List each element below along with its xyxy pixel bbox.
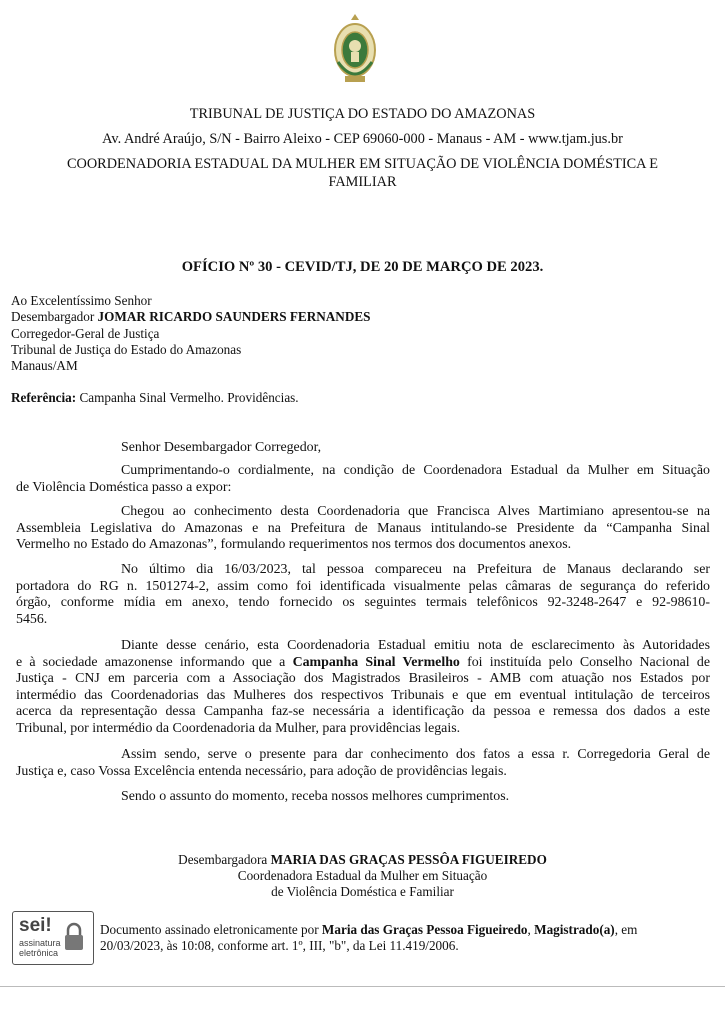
- paragraph-4-line: Tribunal, por intermédio da Coordenadoria da Mulher, para providências legais.: [16, 720, 461, 736]
- addressee-role: Corregedor-Geral de Justiça: [11, 325, 160, 341]
- signature-name: MARIA DAS GRAÇAS PESSÔA FIGUEIREDO: [270, 852, 547, 867]
- sei-logo-subtitle1: assinatura: [19, 938, 61, 948]
- signer-role: Magistrado(a): [534, 922, 615, 937]
- greeting: Senhor Desembargador Corregedor,: [121, 440, 322, 455]
- paragraph-5-line: Assim sendo, serve o presente para dar conhecimento dos fatos a essa r. Corregedoria Geral de: [121, 747, 710, 762]
- court-coat-of-arms-icon: [332, 12, 378, 88]
- paragraph-3-line: No último dia 16/03/2023, tal pessoa compareceu na Prefeitura de Manaus declarando ser: [121, 562, 710, 577]
- paragraph-3-line: órgão, conforme mídia em anexo, tendo fornecido os seguintes termais telefônicos 92-3248-2647 e 92-98610-: [16, 595, 710, 610]
- signature-name-line: [0, 852, 725, 868]
- department-name-line2: FAMILIAR: [328, 174, 397, 190]
- reference-label: Referência:: [11, 390, 77, 405]
- signature-note-text: Documento assinado eletronicamente por: [100, 922, 322, 937]
- paragraph-3-line: portadora do RG n. 1501274-2, assim como foi identificada visualmente pelas câmaras de segurança do referido: [16, 578, 710, 594]
- lock-icon: [63, 922, 85, 952]
- addressee-title: Desembargador: [11, 309, 98, 325]
- institution-address: Av. André Araújo, S/N - Bairro Aleixo - CEP 69060-000 - Manaus - AM - www.tjam.jus.br: [102, 131, 623, 147]
- paragraph-4-text: e à sociedade amazonense informando que a: [16, 654, 293, 670]
- signature-note-line2: 20/03/2023, às 10:08, conforme art. 1º, III, "b", da Lei 11.419/2006.: [100, 938, 459, 954]
- sei-logo-text: sei!: [19, 915, 52, 936]
- addressee-name: JOMAR RICARDO SAUNDERS FERNANDES: [97, 309, 371, 325]
- paragraph-1: [16, 463, 710, 496]
- paragraph-4-line: Justiça - CNJ em parceria com a Associação dos Magistrados Brasileiros - AMB com atuação nos Estados por: [16, 671, 710, 686]
- paragraph-5: [16, 747, 710, 780]
- paragraph-4-line: [16, 655, 710, 672]
- addressee-name-line: [11, 309, 370, 325]
- addressee-block: [11, 293, 370, 374]
- sei-logo-subtitle2: eletrônica: [19, 948, 59, 958]
- document-title: OFÍCIO Nº 30 - CEVID/TJ, DE 20 DE MARÇO DE 2023.: [181, 259, 544, 275]
- paragraph-4-line: acerca da representação dessa Campanha faz-se necessária a identificação da pessoa e remessa dos dados a este: [16, 704, 710, 719]
- addressee-salutation: Ao Excelentíssimo Senhor: [11, 293, 152, 308]
- paragraph-2-line: Assembleia Legislativa do Amazonas e na Prefeitura de Manaus intitulando-se Presidente da “Campanha Sinal: [16, 520, 710, 536]
- paragraph-5-line: Justiça e, caso Vossa Excelência entenda necessário, para adoção de providências legais.: [16, 763, 507, 779]
- signature-note-text: ,: [527, 922, 535, 937]
- reference-line: [11, 390, 299, 406]
- department-name-line1: COORDENADORIA ESTADUAL DA MULHER EM SITUAÇÃO DE VIOLÊNCIA DOMÉSTICA E: [67, 156, 658, 172]
- paragraph-4-line: Diante desse cenário, esta Coordenadoria Estadual emitiu nota de esclarecimento às Autoridades: [121, 638, 710, 653]
- signature-block: [0, 852, 725, 900]
- electronic-signature-note: [100, 922, 714, 955]
- signature-title: Desembargadora: [178, 852, 271, 867]
- paragraph-3: [16, 562, 710, 628]
- signature-role-line1: Coordenadora Estadual da Mulher em Situação: [237, 868, 488, 883]
- signature-note-line1: [100, 922, 714, 938]
- reference-text: Campanha Sinal Vermelho. Providências.: [76, 390, 299, 405]
- addressee-city: Manaus/AM: [11, 358, 78, 374]
- paragraph-2-line: Chegou ao conhecimento desta Coordenadoria que Francisca Alves Martimiano apresentou-se na: [121, 504, 710, 519]
- footer-divider: [0, 986, 725, 987]
- sei-electronic-signature-logo: [12, 911, 94, 965]
- signer-name: Maria das Graças Pessoa Figueiredo: [321, 922, 528, 937]
- paragraph-4-line: intermédio das Coordenadorias das Mulheres dos respectivos Tribunais e que em eventual intitulação de terceiros: [16, 687, 710, 703]
- paragraph-2-line: Vermelho no Estado do Amazonas”, formulando requerimentos nos termos dos documentos anexos.: [16, 537, 572, 552]
- signature-note-text: , em: [614, 922, 638, 937]
- paragraph-4-text: foi instituída pelo Conselho Nacional de: [459, 654, 711, 670]
- signature-role-line2: de Violência Doméstica e Familiar: [271, 884, 454, 899]
- addressee-court: Tribunal de Justiça do Estado do Amazonas: [11, 341, 242, 357]
- institution-name: TRIBUNAL DE JUSTIÇA DO ESTADO DO AMAZONAS: [189, 106, 536, 122]
- closing-line: Sendo o assunto do momento, receba nossos melhores cumprimentos.: [121, 789, 510, 804]
- paragraph-2: [16, 504, 710, 554]
- campaign-name: Campanha Sinal Vermelho: [292, 654, 460, 670]
- paragraph-1-line: de Violência Doméstica passo a expor:: [16, 479, 232, 495]
- paragraph-1-line: Cumprimentando-o cordialmente, na condição de Coordenadora Estadual da Mulher em Situação: [121, 463, 710, 478]
- paragraph-3-line: 5456.: [16, 611, 48, 627]
- paragraph-4: [16, 638, 710, 737]
